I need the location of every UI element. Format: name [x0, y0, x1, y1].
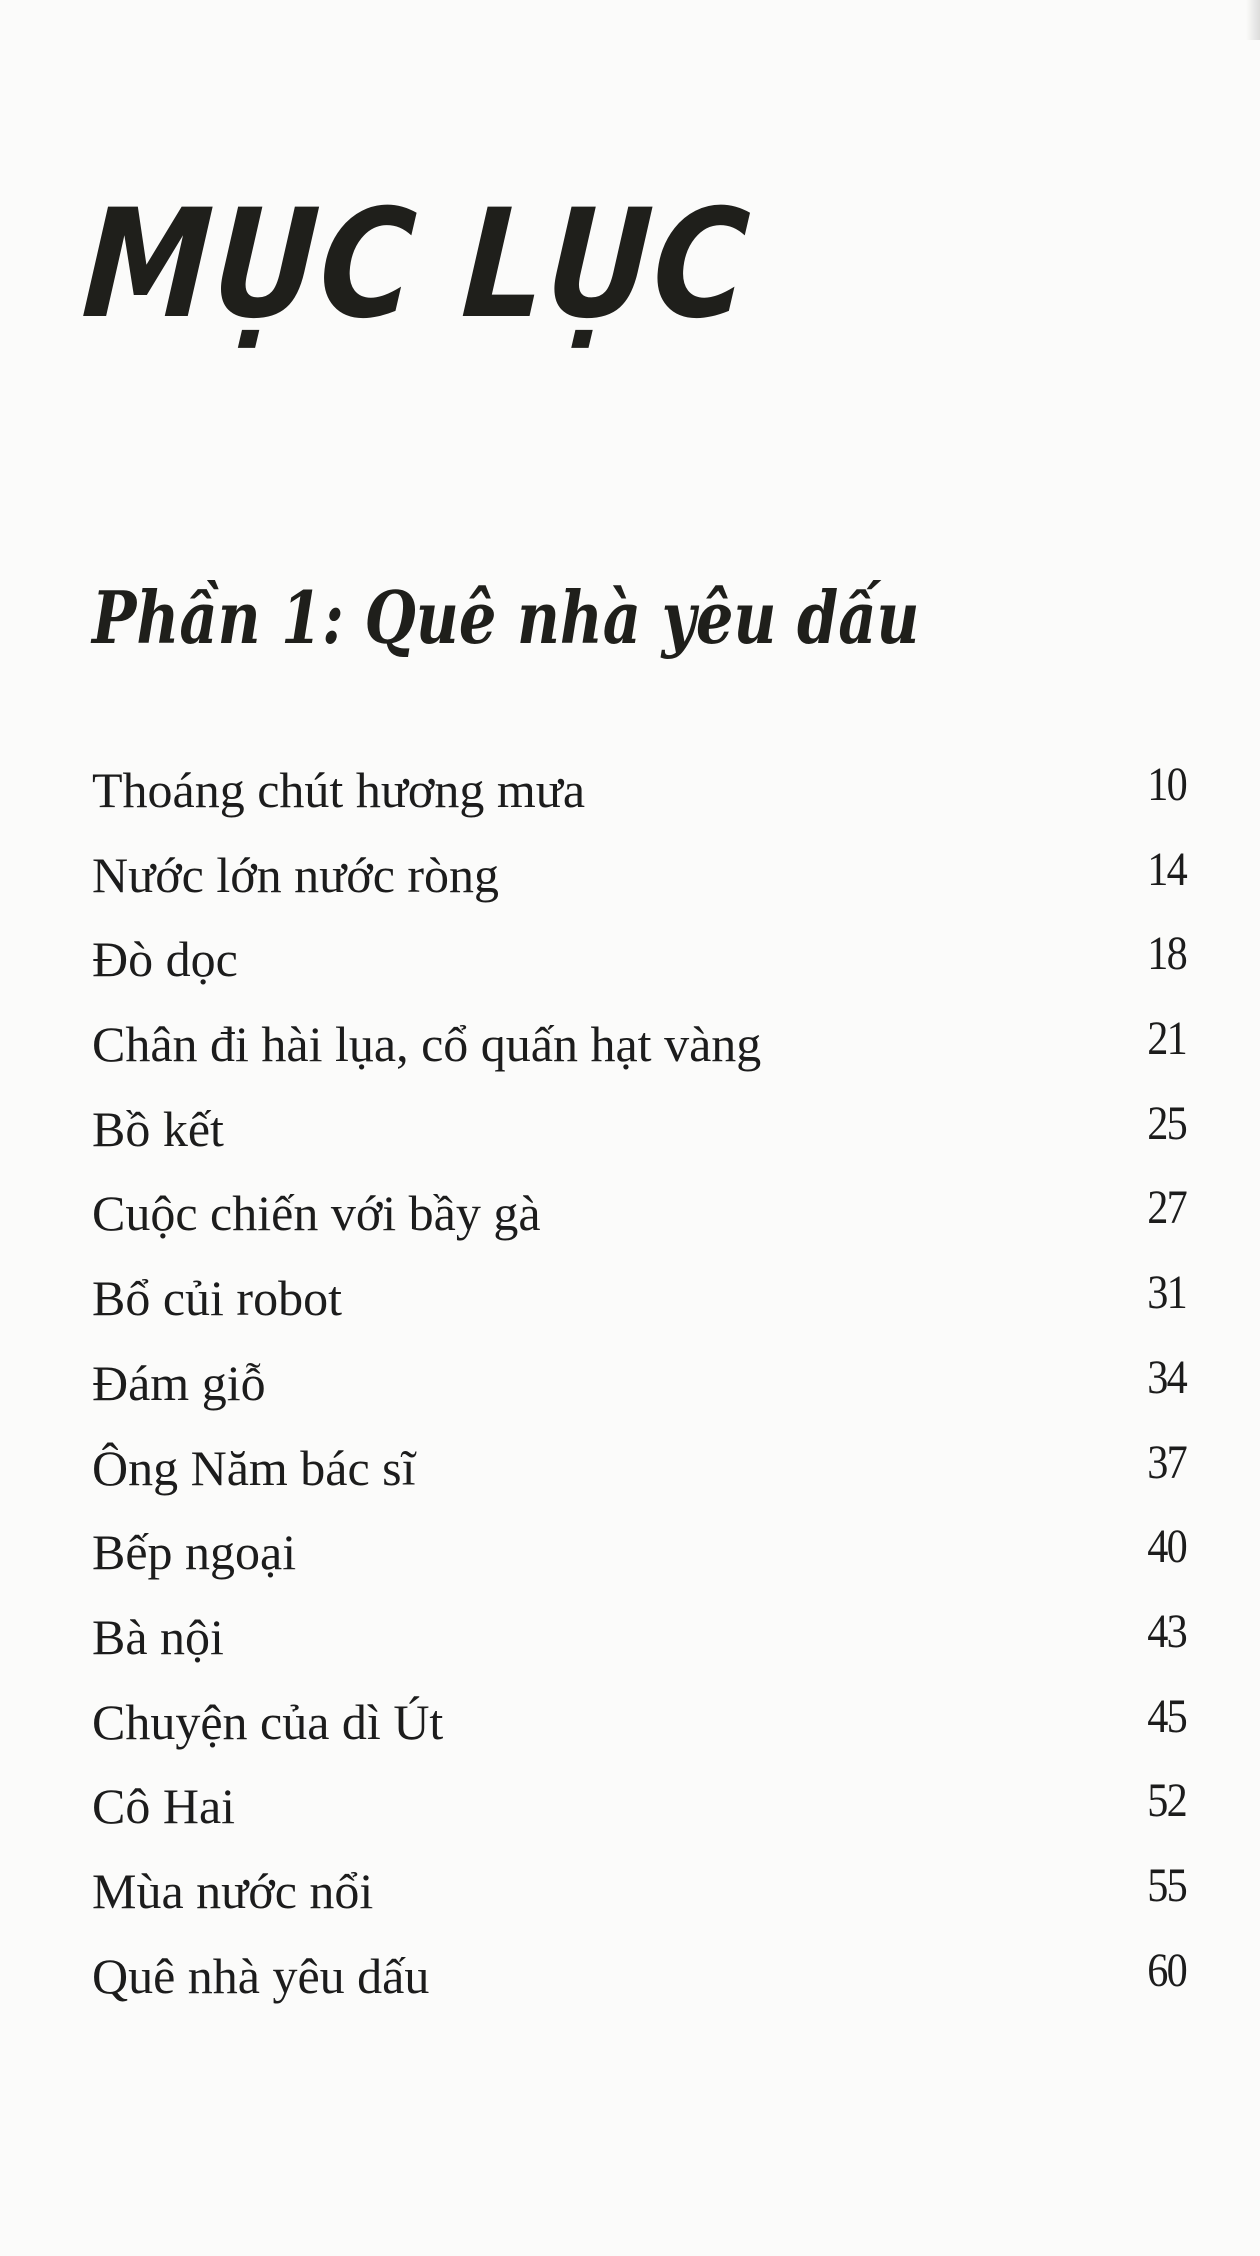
entry-title: Cuộc chiến với bầy gà	[92, 1185, 541, 1242]
toc-entry[interactable]	[92, 1435, 1186, 1523]
entry-page-number: 18	[1147, 927, 1186, 981]
entry-title: Chân đi hài lụa, cổ quấn hạt vàng	[92, 1016, 762, 1073]
toc-entry[interactable]	[92, 760, 1186, 845]
entry-page-number: 25	[1147, 1096, 1186, 1150]
entry-page-number: 31	[1147, 1266, 1186, 1320]
toc-entry[interactable]	[92, 1604, 1186, 1692]
entry-title: Cô Hai	[92, 1778, 236, 1835]
entry-page-number: 21	[1147, 1012, 1186, 1066]
page-edge-shadow	[1246, 0, 1260, 40]
entry-page-number: 34	[1147, 1350, 1186, 1404]
entry-page-number: 60	[1147, 1943, 1186, 1997]
entry-page-number: 37	[1147, 1435, 1186, 1489]
entry-page-number: 45	[1147, 1689, 1186, 1743]
toc-entry[interactable]	[92, 1858, 1186, 1946]
toc-entry[interactable]	[92, 1350, 1186, 1438]
toc-entry[interactable]	[92, 1096, 1186, 1184]
page-title: MỤC LỤC	[78, 178, 756, 352]
entry-title: Nước lớn nước ròng	[92, 846, 500, 903]
entry-title: Bồ kết	[92, 1100, 224, 1157]
entry-page-number: 52	[1147, 1774, 1186, 1828]
entry-page-number: 14	[1147, 842, 1186, 896]
toc-entry[interactable]	[92, 1522, 1186, 1607]
entry-title: Đám giỗ	[92, 1354, 266, 1411]
entry-title: Đò dọc	[92, 931, 238, 988]
entry-page-number: 40	[1147, 1520, 1186, 1574]
entry-title: Thoáng chút hương mưa	[92, 762, 586, 818]
entry-title: Quê nhà yêu dấu	[92, 1947, 430, 2004]
toc-entry[interactable]	[92, 1268, 1186, 1353]
toc-entry[interactable]	[92, 929, 1186, 1014]
entry-title: Ông Năm bác sĩ	[92, 1439, 416, 1496]
toc-entry[interactable]	[92, 1689, 1186, 1777]
toc-entry[interactable]	[92, 842, 1186, 930]
entry-title: Mùa nước nổi	[92, 1862, 374, 1919]
entry-page-number: 27	[1147, 1181, 1186, 1235]
entry-page-number: 43	[1147, 1604, 1186, 1658]
toc-entry[interactable]	[92, 1014, 1186, 1099]
entry-page-number: 10	[1147, 758, 1186, 811]
toc-entry[interactable]	[92, 1776, 1186, 1861]
toc-entry[interactable]	[92, 1183, 1186, 1268]
toc-list	[92, 760, 1186, 2030]
section-heading: Phần 1: Quê nhà yêu dấu	[92, 575, 920, 660]
entry-title: Bà nội	[92, 1608, 224, 1665]
toc-entry[interactable]	[92, 1943, 1186, 2031]
entry-title: Bổ củi robot	[92, 1270, 342, 1327]
entry-title: Chuyện của dì Út	[92, 1693, 444, 1750]
entry-page-number: 55	[1147, 1858, 1186, 1912]
entry-title: Bếp ngoại	[92, 1524, 297, 1581]
